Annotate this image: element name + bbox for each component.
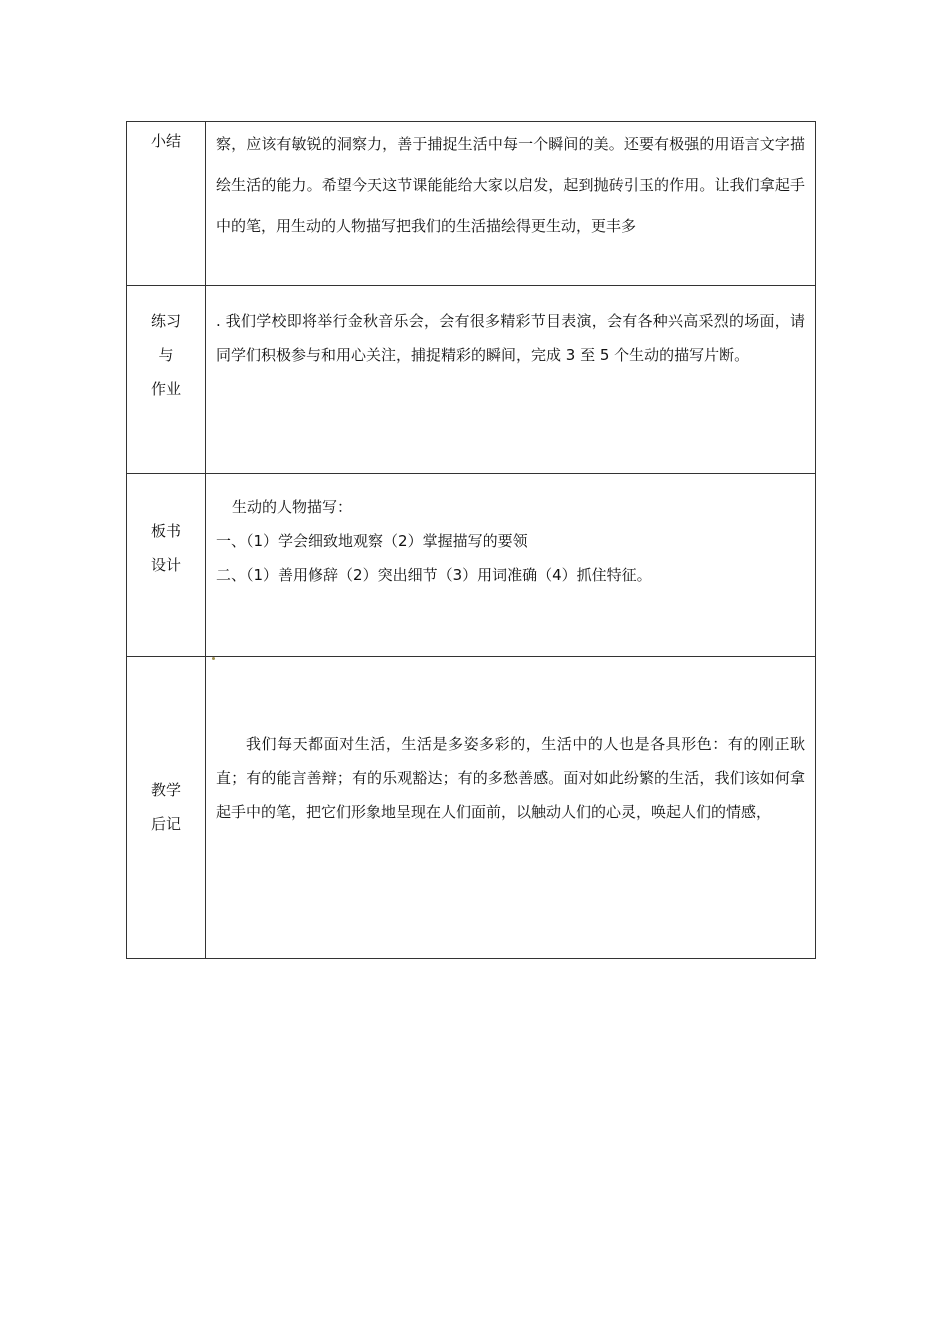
reflection-row xyxy=(127,657,816,959)
reflection-label-line-1: 教学 xyxy=(150,781,181,799)
practice-text: . 我们学校即将举行金秋音乐会，会有很多精彩节目表演，会有各种兴高采烈的场面，请同学们积极参与和用心关注，捕捉精彩的瞬间，完成 3 至 5 个生动的描写片断。 xyxy=(216,312,805,364)
practice-content-cell xyxy=(206,286,816,474)
reflection-label-line-2: 后记 xyxy=(150,815,181,833)
summary-row xyxy=(127,122,816,286)
board-title: 生动的人物描写： xyxy=(232,498,353,516)
board-label-line-2: 设计 xyxy=(150,556,181,574)
lesson-plan-table xyxy=(126,121,816,959)
summary-label: 小结 xyxy=(150,132,181,150)
reflection-text-block xyxy=(216,657,805,829)
practice-label-cell xyxy=(127,286,206,474)
reflection-text: 我们每天都面对生活，生活是多姿多彩的，生活中的人也是各具形色：有的刚正耿直；有的能言善辩；有的乐观豁达；有的多愁善感。面对如此纷繁的生活，我们该如何拿起手中的笔，把它们形象地呈现在人们面前，以触动人们的心灵，唤起人们的情感， xyxy=(216,735,805,821)
practice-label-line-1: 练习 xyxy=(150,312,181,330)
reflection-content-cell xyxy=(206,657,816,959)
board-line-2: 二、（1）善用修辞（2）突出细节（3）用词准确（4）抓住特征。 xyxy=(216,566,652,584)
stray-mark xyxy=(212,657,215,660)
board-row xyxy=(127,474,816,657)
board-text xyxy=(216,474,805,592)
practice-label-line-3: 作业 xyxy=(150,380,181,398)
board-line-1: 一、（1）学会细致地观察（2）掌握描写的要领 xyxy=(216,532,528,550)
practice-label-line-2: 与 xyxy=(158,346,174,364)
reflection-label-cell xyxy=(127,657,206,959)
board-label-line-1: 板书 xyxy=(150,522,181,540)
summary-text: 察，应该有敏锐的洞察力，善于捕捉生活中每一个瞬间的美。还要有极强的用语言文字描绘生活的能力。希望今天这节课能能给大家以启发，起到抛砖引玉的作用。让我们拿起手中的笔，用生动的人物描写把我们的生活描绘得更生动，更丰多 xyxy=(216,135,805,235)
practice-row xyxy=(127,286,816,474)
summary-content-cell xyxy=(206,122,816,286)
board-label-cell xyxy=(127,474,206,657)
summary-label-cell xyxy=(127,122,206,286)
board-content-cell xyxy=(206,474,816,657)
